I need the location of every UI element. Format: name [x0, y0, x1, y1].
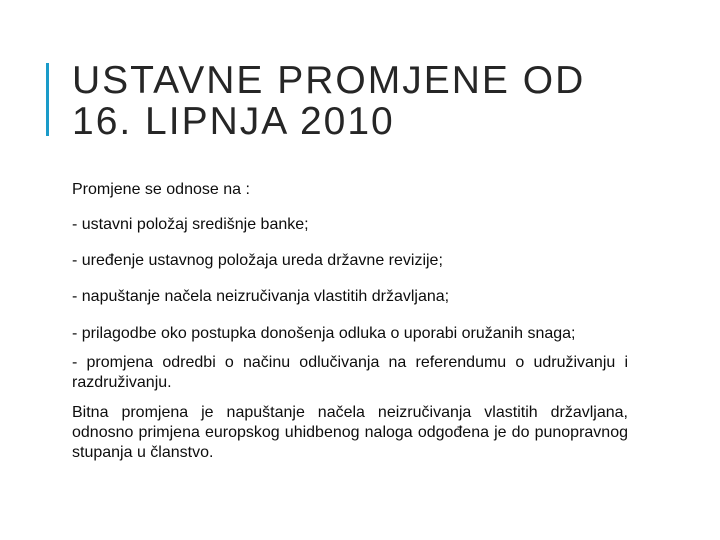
list-item-state-audit: - uređenje ustavnog položaja ureda državne revizije;: [72, 252, 443, 269]
slide-title-line-1: USTAVNE PROMJENE OD: [72, 59, 586, 102]
list-item-central-bank: - ustavni položaj središnje banke;: [72, 216, 309, 233]
intro-paragraph: Promjene se odnose na :: [72, 181, 250, 198]
slide-body: [72, 180, 628, 463]
list-item-extradition: - napuštanje načela neizručivanja vlastitih državljana;: [72, 288, 450, 305]
title-accent-bar: [46, 63, 49, 136]
list-item-armed-forces: - prilagodbe oko postupka donošenja odluka o uporabi oružanih snaga;: [72, 325, 576, 342]
conclusion-paragraph: Bitna promjena je napuštanje načela neizručivanja vlastitih državljana, odnosno primjena europskog uhidbenog naloga odgođena je do punopravnog stupanja u članstvo.: [72, 404, 628, 461]
slide-title: [72, 60, 672, 142]
slide-title-line-2: 16. LIPNJA 2010: [72, 100, 395, 143]
list-item-referendum: - promjena odredbi o načinu odlučivanja na referendumu o udruživanju i razdruživanju.: [72, 354, 628, 391]
